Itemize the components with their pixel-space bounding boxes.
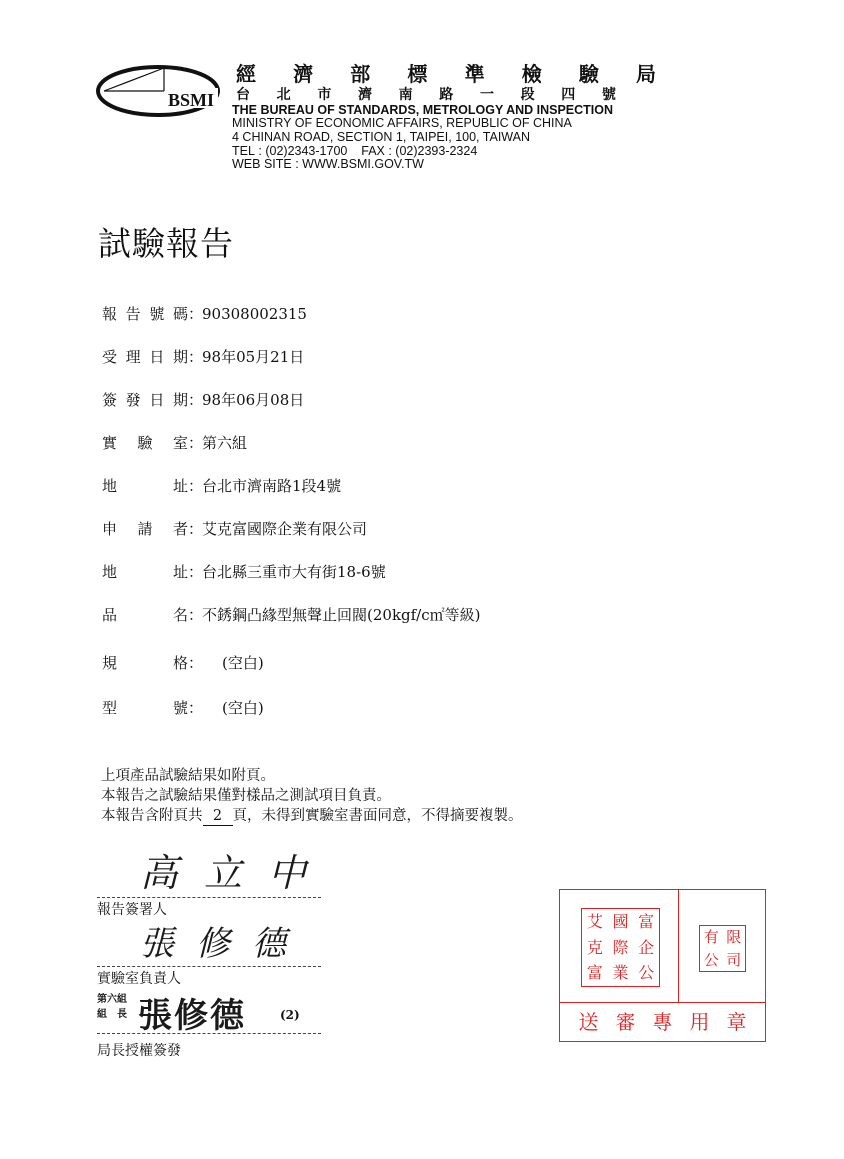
field-label-char: 地 [102,563,118,581]
stamp-divider-horizontal [560,1002,765,1003]
field-colon: ： [188,520,204,538]
seal-char: 有 [703,928,719,946]
address-char: 段 [520,87,535,103]
stamp-caption-char: 專 [652,1010,673,1034]
signer-1-role: 報告簽署人 [97,902,167,918]
field-colon: ： [188,434,204,452]
org-name-char: 檢 [521,62,542,86]
ministry-en: MINISTRY OF ECONOMIC AFFAIRS, REPUBLIC OF CHINA [232,116,572,130]
field-value: 不銹鋼凸緣型無聲止回閥(20kgf/c㎡等級) [202,606,481,624]
seal-char: 限 [726,928,742,946]
field-label-char: 報 [102,305,118,323]
org-name-char: 經 [236,62,256,86]
field-label-char: 發 [125,391,141,409]
field-label-char: 址 [172,477,188,495]
field-label-char: 址 [172,563,188,581]
field-label-char: 日 [149,348,165,366]
field-label-char: 型 [102,699,118,717]
note-line-2: 本報告之試驗結果僅對樣品之測試項目負責。 [101,788,391,804]
signature-1: 高立中 [140,851,333,895]
signature-line-3 [97,1033,321,1034]
field-row [102,432,247,453]
signer-3-title-line-1: 第六組 [97,994,127,1005]
signer-3-title-line-2: 組 長 [97,1009,127,1020]
address-char: 北 [276,87,291,103]
field-label [102,303,188,324]
field-colon: ： [188,699,204,717]
field-row [102,697,264,718]
signature-3-stamp: 張修德 [138,996,246,1036]
review-stamp [559,889,766,1042]
stamp-caption-char: 用 [689,1010,710,1034]
page-title: 試驗報告 [98,224,234,263]
field-value: 98年06月08日 [202,391,305,409]
field-label [102,389,188,410]
address-char: 市 [317,87,332,103]
address-char: 路 [439,87,454,103]
address-char: 台 [236,87,250,103]
field-value: (空白) [222,654,264,672]
field-label-char: 實 [102,434,118,452]
org-name-char: 局 [635,62,656,86]
field-colon: ： [188,606,204,624]
field-value: 台北市濟南路1段4號 [202,477,342,495]
field-colon: ： [188,391,204,409]
note-line-3-post: 頁，未得到實驗室書面同意，不得摘要複製。 [232,808,523,824]
field-row [102,475,341,496]
stamp-caption-char: 審 [615,1010,636,1034]
field-label-char: 名 [172,606,188,624]
address-char: 南 [398,87,413,103]
field-row [102,389,304,410]
field-label-char: 驗 [137,434,153,452]
field-row [102,604,481,625]
field-label-char: 期 [172,391,188,409]
bsmi-logo-icon [96,62,232,120]
address-char: 號 [601,87,616,103]
signer-3-role: 局長授權簽發 [97,1043,181,1059]
field-label [102,518,188,539]
field-row [102,652,264,673]
org-name-char: 濟 [293,62,314,86]
address-char: 濟 [357,87,372,103]
field-label-char: 者 [172,520,188,538]
field-row [102,561,386,582]
signature-line-1 [97,897,321,898]
field-label [102,432,188,453]
org-address-cn [236,84,616,104]
stamp-caption-char: 送 [578,1010,599,1034]
field-value: (空白) [222,699,264,717]
signature-line-2 [97,966,321,967]
field-label-char: 號 [149,305,165,323]
seal-char: 公 [703,950,719,969]
org-name-char: 準 [464,62,485,86]
stamp-caption [560,1006,765,1035]
field-label-char: 號 [172,699,188,717]
company-seal [581,908,660,987]
signature-2: 張修德 [140,924,308,964]
field-label-char: 受 [102,348,118,366]
signature-3-number: (2) [280,1008,300,1022]
svg-text:BSMI: BSMI [168,90,215,110]
field-label-char: 簽 [102,391,118,409]
contact-info: TEL : (02)2343-1700 FAX : (02)2393-2324 [232,144,478,158]
representative-seal [699,925,746,972]
org-name-char: 部 [350,62,371,86]
field-label [102,475,188,496]
seal-char: 司 [726,950,742,969]
field-row [102,303,307,324]
field-label-char: 品 [102,606,118,624]
signer-3-title [97,992,127,1022]
org-name-cn [236,58,656,87]
seal-char: 富 [638,912,655,931]
field-label-char: 碼 [172,305,188,323]
signer-2-role: 實驗室負責人 [97,971,181,987]
field-value: 台北縣三重市大有街18-6號 [202,563,386,581]
bsmi-logo [96,62,232,120]
field-colon: ： [188,563,204,581]
field-label-char: 室 [172,434,188,452]
field-label [102,346,188,367]
address-en: 4 CHINAN ROAD, SECTION 1, TAIPEI, 100, TAIWAN [232,130,530,144]
field-label-char: 期 [172,348,188,366]
stamp-caption-char: 章 [726,1010,747,1034]
org-name-char: 標 [407,62,428,86]
field-colon: ： [188,348,204,366]
field-label [102,604,188,625]
address-char: 四 [561,87,576,103]
website: WEB SITE : WWW.BSMI.GOV.TW [232,157,424,171]
seal-char: 富 [586,963,603,983]
seal-char: 艾 [586,912,603,931]
field-colon: ： [188,654,204,672]
field-row [102,346,304,367]
field-value: 90308002315 [202,305,307,323]
field-value: 98年05月21日 [202,348,305,366]
field-label-char: 地 [102,477,118,495]
seal-char: 際 [612,937,629,957]
field-label-char: 理 [125,348,141,366]
note-line-3 [101,808,523,826]
field-label [102,652,188,673]
field-colon: ： [188,305,204,323]
field-label-char: 告 [125,305,141,323]
field-value: 艾克富國際企業有限公司 [202,520,368,538]
field-label [102,561,188,582]
seal-char: 業 [612,963,629,983]
note-line-3-pre: 本報告含附頁共 [101,808,203,824]
field-value: 第六組 [202,434,248,452]
field-label [102,697,188,718]
stamp-divider-vertical [678,890,679,1002]
field-label-char: 格 [172,654,188,672]
org-name-en: THE BUREAU OF STANDARDS, METROLOGY AND INSPECTION [232,103,614,117]
field-label-char: 日 [149,391,165,409]
note-line-1: 上項產品試驗結果如附頁。 [101,768,275,784]
field-row [102,518,367,539]
seal-char: 公 [638,963,655,983]
field-label-char: 申 [102,520,118,538]
field-label-char: 規 [102,654,118,672]
seal-char: 克 [586,937,603,957]
seal-char: 企 [638,937,655,957]
page-count: 2 [203,808,233,826]
seal-char: 國 [612,912,629,931]
org-name-char: 驗 [578,62,599,86]
field-label-char: 請 [137,520,153,538]
address-char: 一 [479,87,494,103]
field-colon: ： [188,477,204,495]
